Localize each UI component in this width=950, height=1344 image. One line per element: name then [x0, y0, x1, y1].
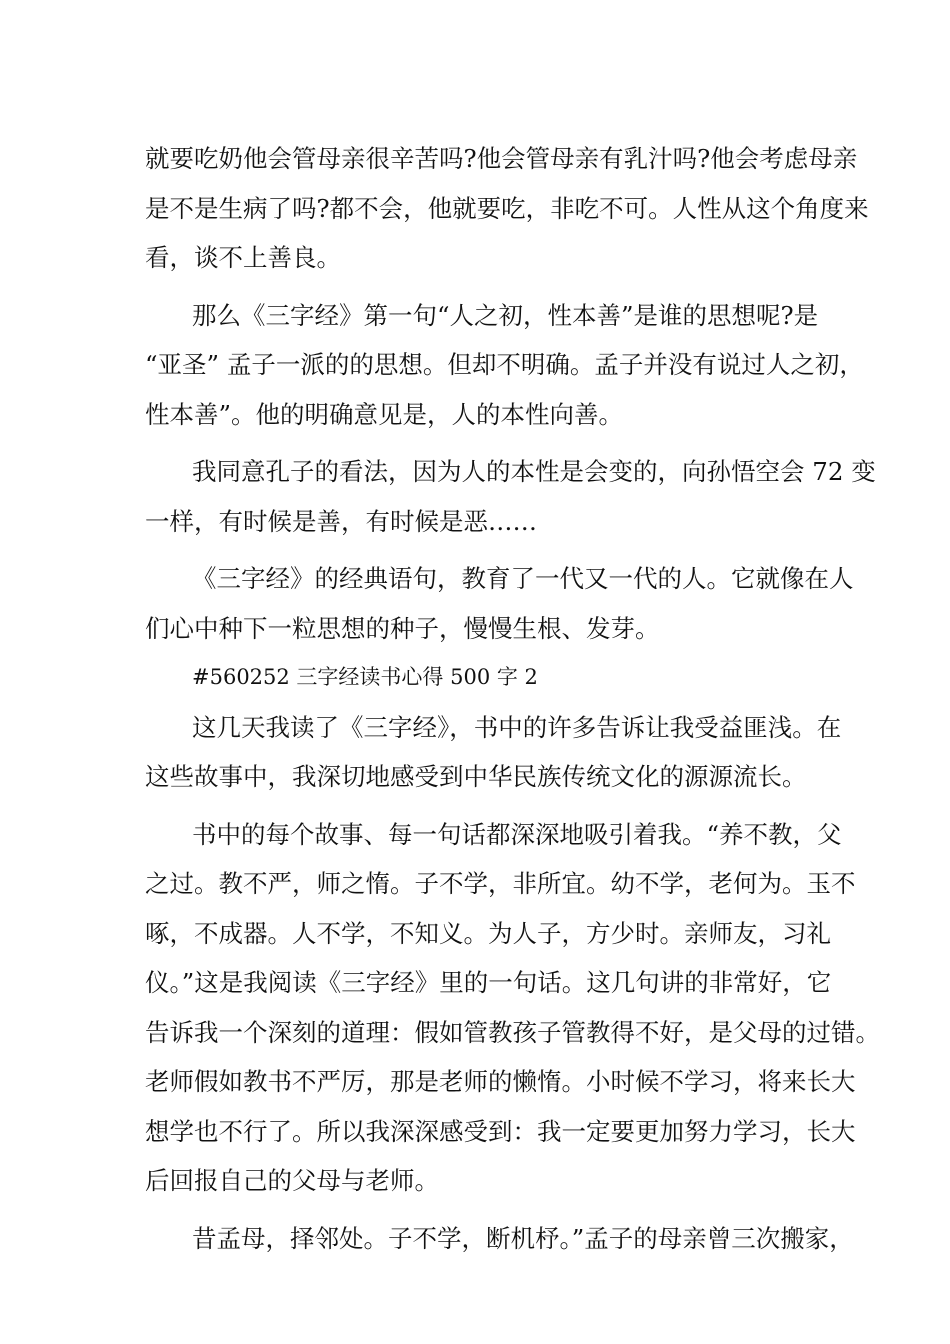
paragraph-7 — [145, 1214, 854, 1264]
text-line: 仪。”这是我阅读《三字经》里的一句话。这几句讲的非常好，它 — [145, 968, 832, 997]
paragraph-2 — [145, 291, 864, 440]
text-line: 我同意孔子的看法，因为人的本性是会变的，向孙悟空会 72 变 — [192, 457, 876, 486]
paragraph-4 — [145, 554, 854, 653]
text-line: 性本善”。他的明确意见是，人的本性向善。 — [145, 399, 624, 429]
paragraph-3 — [145, 447, 876, 546]
text-line: 书中的每个故事、每一句话都深深地吸引着我。“养不教，父 — [192, 819, 842, 849]
section-heading — [145, 653, 825, 703]
text-line: 后回报自己的父母与老师。 — [145, 1166, 439, 1195]
paragraph-1 — [145, 134, 869, 283]
text-line: 一样，有时候是善，有时候是恶…… — [145, 506, 537, 536]
text-line: 昔孟母，择邻处。子不学，断机杼。”孟子的母亲曾三次搬家， — [192, 1223, 854, 1253]
text-line: 这些故事中，我深切地感受到中华民族传统文化的源源流长。 — [145, 762, 807, 791]
text-line: 告诉我一个深刻的道理：假如管教孩子管教得不好，是父母的过错。 — [145, 1017, 880, 1047]
text-line: 之过。教不严，师之惰。子不学，非所宜。幼不学，老何为。玉不 — [145, 869, 856, 898]
text-line: 老师假如教书不严厉，那是老师的懒惰。小时候不学习，将来长大 — [145, 1067, 856, 1096]
text-line: “亚圣” 孟子一派的的思想。但却不明确。孟子并没有说过人之初， — [145, 350, 864, 379]
text-line: 《三字经》的经典语句，教育了一代又一代的人。它就像在人 — [192, 564, 854, 593]
text-line: 看，谈不上善良。 — [145, 243, 341, 272]
text-line: 啄，不成器。人不学，不知义。为人子，方少时。亲师友，习礼 — [145, 918, 831, 948]
document-body — [145, 134, 880, 1263]
heading-text: #560252 三字经读书心得 500 字 2 — [192, 665, 538, 689]
text-line: 想学也不行了。所以我深深感受到：我一定要更加努力学习，长大 — [145, 1116, 856, 1146]
text-line: 们心中种下一粒思想的种子，慢慢生根、发芽。 — [145, 613, 660, 643]
text-line: 是不是生病了吗?都不会，他就要吃，非吃不可。人性从这个角度来 — [145, 193, 869, 223]
text-line: 这几天我读了《三字经》，书中的许多告诉让我受益匪浅。在 — [192, 712, 842, 742]
text-line: 那么《三字经》第一句“人之初，性本善”是谁的思想呢?是 — [192, 300, 819, 330]
text-line: 就要吃奶他会管母亲很辛苦吗?他会管母亲有乳汁吗?他会考虑母亲 — [145, 144, 858, 173]
paragraph-6 — [145, 810, 880, 1206]
paragraph-5 — [145, 703, 842, 802]
